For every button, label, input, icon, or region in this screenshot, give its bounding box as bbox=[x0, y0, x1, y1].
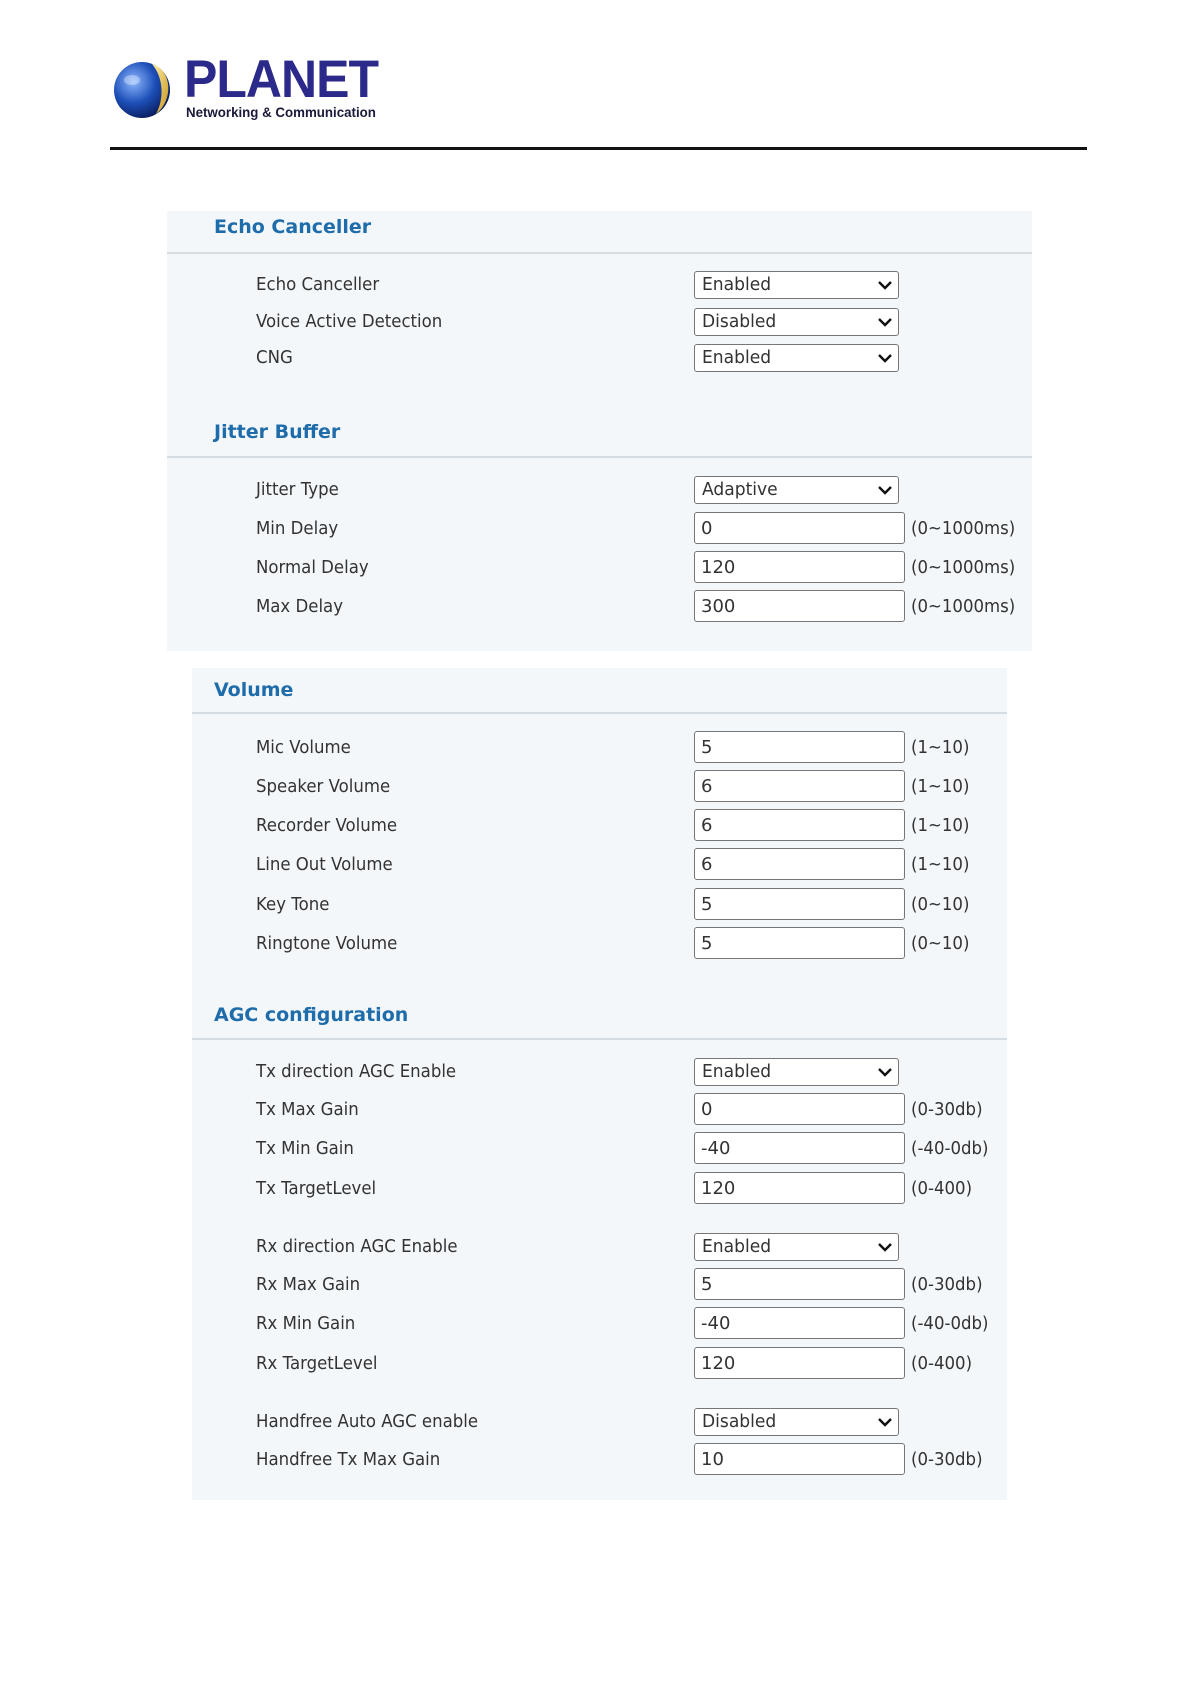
speaker-volume-input[interactable] bbox=[694, 770, 905, 802]
brand-tagline: Networking & Communication bbox=[186, 104, 376, 120]
echo-canceller-select[interactable] bbox=[694, 271, 899, 299]
max-delay-label: Max Delay bbox=[256, 596, 343, 617]
rx-target-level-label: Rx TargetLevel bbox=[256, 1353, 378, 1374]
rx-direction-agc-enable-label: Rx direction AGC Enable bbox=[256, 1236, 458, 1257]
tx-direction-agc-enable-label: Tx direction AGC Enable bbox=[256, 1061, 457, 1082]
tx-min-gain-input[interactable] bbox=[694, 1132, 905, 1164]
tx-direction-agc-enable-selected-value: Enabled bbox=[702, 1061, 772, 1082]
key-tone-label: Key Tone bbox=[256, 894, 330, 915]
tx-max-gain-value: 0 bbox=[701, 1099, 713, 1120]
section-divider bbox=[192, 712, 1007, 714]
volume-section-title: Volume bbox=[214, 679, 294, 701]
rx-min-gain-range-hint: (-40-0db) bbox=[911, 1313, 989, 1334]
section-divider bbox=[167, 456, 1032, 458]
normal-delay-range-hint: (0~1000ms) bbox=[911, 557, 1016, 578]
tx-max-gain-label: Tx Max Gain bbox=[256, 1099, 359, 1120]
ringtone-volume-range-hint: (0~10) bbox=[911, 933, 970, 954]
echo-canceller-section-title: Echo Canceller bbox=[214, 216, 372, 238]
section-divider bbox=[192, 1038, 1007, 1040]
rx-min-gain-value: -40 bbox=[701, 1313, 731, 1334]
jitter-type-select[interactable] bbox=[694, 476, 899, 504]
rx-direction-agc-enable-selected-value: Enabled bbox=[702, 1236, 772, 1257]
rx-target-level-value: 120 bbox=[701, 1353, 736, 1374]
min-delay-value: 0 bbox=[701, 518, 713, 539]
tx-target-level-label: Tx TargetLevel bbox=[256, 1178, 377, 1199]
section-divider bbox=[167, 252, 1032, 254]
mic-volume-value: 5 bbox=[701, 737, 713, 758]
chevron-down-icon bbox=[878, 1067, 892, 1077]
key-tone-value: 5 bbox=[701, 894, 713, 915]
echo-canceller-label: Echo Canceller bbox=[256, 274, 380, 295]
agc-configuration-section-title: AGC configuration bbox=[214, 1004, 409, 1026]
handfree-auto-agc-enable-selected-value: Disabled bbox=[702, 1411, 777, 1432]
handfree-tx-max-gain-value: 10 bbox=[701, 1449, 724, 1470]
voice-active-detection-selected-value: Disabled bbox=[702, 311, 777, 332]
handfree-tx-max-gain-input[interactable] bbox=[694, 1443, 905, 1475]
recorder-volume-input[interactable] bbox=[694, 809, 905, 841]
mic-volume-range-hint: (1~10) bbox=[911, 737, 970, 758]
rx-max-gain-range-hint: (0-30db) bbox=[911, 1274, 983, 1295]
tx-min-gain-label: Tx Min Gain bbox=[256, 1138, 354, 1159]
header-divider bbox=[110, 147, 1087, 150]
brand-name: PLANET bbox=[184, 49, 378, 109]
line-out-volume-input[interactable] bbox=[694, 848, 905, 880]
voice-active-detection-label: Voice Active Detection bbox=[256, 311, 443, 332]
handfree-auto-agc-enable-select[interactable] bbox=[694, 1408, 899, 1436]
jitter-buffer-section-title: Jitter Buffer bbox=[214, 421, 341, 443]
chevron-down-icon bbox=[878, 1417, 892, 1427]
handfree-auto-agc-enable-label: Handfree Auto AGC enable bbox=[256, 1411, 479, 1432]
normal-delay-input[interactable] bbox=[694, 551, 905, 583]
recorder-volume-range-hint: (1~10) bbox=[911, 815, 970, 836]
line-out-volume-range-hint: (1~10) bbox=[911, 854, 970, 875]
rx-target-level-range-hint: (0-400) bbox=[911, 1353, 973, 1374]
chevron-down-icon bbox=[878, 353, 892, 363]
planet-logo bbox=[112, 49, 378, 122]
handfree-tx-max-gain-range-hint: (0-30db) bbox=[911, 1449, 983, 1470]
handfree-tx-max-gain-label: Handfree Tx Max Gain bbox=[256, 1449, 441, 1470]
jitter-type-selected-value: Adaptive bbox=[702, 479, 778, 500]
tx-target-level-value: 120 bbox=[701, 1178, 736, 1199]
recorder-volume-label: Recorder Volume bbox=[256, 815, 398, 836]
rx-max-gain-value: 5 bbox=[701, 1274, 713, 1295]
key-tone-input[interactable] bbox=[694, 888, 905, 920]
globe-logo-icon bbox=[112, 56, 176, 120]
tx-min-gain-value: -40 bbox=[701, 1138, 731, 1159]
tx-target-level-range-hint: (0-400) bbox=[911, 1178, 973, 1199]
key-tone-range-hint: (0~10) bbox=[911, 894, 970, 915]
min-delay-input[interactable] bbox=[694, 512, 905, 544]
recorder-volume-value: 6 bbox=[701, 815, 713, 836]
rx-max-gain-input[interactable] bbox=[694, 1268, 905, 1300]
cng-select[interactable] bbox=[694, 344, 899, 372]
max-delay-range-hint: (0~1000ms) bbox=[911, 596, 1016, 617]
voice-active-detection-select[interactable] bbox=[694, 308, 899, 336]
min-delay-label: Min Delay bbox=[256, 518, 339, 539]
rx-max-gain-label: Rx Max Gain bbox=[256, 1274, 361, 1295]
speaker-volume-value: 6 bbox=[701, 776, 713, 797]
mic-volume-label: Mic Volume bbox=[256, 737, 351, 758]
normal-delay-value: 120 bbox=[701, 557, 736, 578]
min-delay-range-hint: (0~1000ms) bbox=[911, 518, 1016, 539]
ringtone-volume-value: 5 bbox=[701, 933, 713, 954]
rx-direction-agc-enable-select[interactable] bbox=[694, 1233, 899, 1261]
ringtone-volume-label: Ringtone Volume bbox=[256, 933, 398, 954]
tx-max-gain-input[interactable] bbox=[694, 1093, 905, 1125]
tx-max-gain-range-hint: (0-30db) bbox=[911, 1099, 983, 1120]
tx-target-level-input[interactable] bbox=[694, 1172, 905, 1204]
rx-target-level-input[interactable] bbox=[694, 1347, 905, 1379]
mic-volume-input[interactable] bbox=[694, 731, 905, 763]
speaker-volume-range-hint: (1~10) bbox=[911, 776, 970, 797]
line-out-volume-value: 6 bbox=[701, 854, 713, 875]
normal-delay-label: Normal Delay bbox=[256, 557, 369, 578]
max-delay-value: 300 bbox=[701, 596, 736, 617]
speaker-volume-label: Speaker Volume bbox=[256, 776, 391, 797]
line-out-volume-label: Line Out Volume bbox=[256, 854, 393, 875]
tx-direction-agc-enable-select[interactable] bbox=[694, 1058, 899, 1086]
ringtone-volume-input[interactable] bbox=[694, 927, 905, 959]
cng-label: CNG bbox=[256, 347, 293, 368]
rx-min-gain-input[interactable] bbox=[694, 1307, 905, 1339]
rx-min-gain-label: Rx Min Gain bbox=[256, 1313, 356, 1334]
jitter-type-label: Jitter Type bbox=[256, 479, 339, 500]
chevron-down-icon bbox=[878, 1242, 892, 1252]
echo-canceller-selected-value: Enabled bbox=[702, 274, 772, 295]
chevron-down-icon bbox=[878, 317, 892, 327]
max-delay-input[interactable] bbox=[694, 590, 905, 622]
chevron-down-icon bbox=[878, 280, 892, 290]
chevron-down-icon bbox=[878, 485, 892, 495]
tx-min-gain-range-hint: (-40-0db) bbox=[911, 1138, 989, 1159]
cng-selected-value: Enabled bbox=[702, 347, 772, 368]
